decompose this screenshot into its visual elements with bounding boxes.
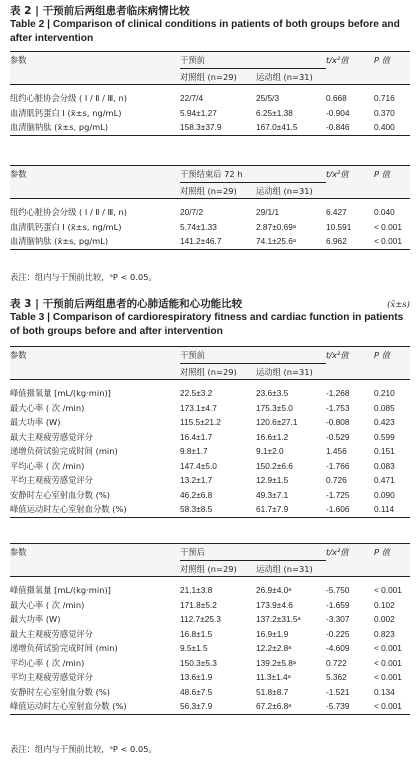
group-control-label: 对照组 (n=29) bbox=[180, 69, 256, 85]
group-header-row bbox=[10, 561, 410, 577]
control-value: 171.8±5.2 bbox=[180, 599, 217, 610]
control-value: 173.1±4.7 bbox=[180, 402, 217, 413]
p-value: < 0.001 bbox=[374, 672, 402, 683]
control-value: 22/7/4 bbox=[180, 93, 204, 104]
p-value: 0.823 bbox=[374, 628, 395, 639]
t-value: -1.521 bbox=[326, 686, 350, 697]
t-value: -5.750 bbox=[326, 585, 350, 596]
row-label: 最大主观疲劳感觉评分 bbox=[10, 431, 93, 442]
column-header-param: 参数 bbox=[10, 166, 180, 183]
table-row bbox=[10, 430, 410, 445]
p-value: 0.400 bbox=[374, 120, 410, 135]
t-value: -1.606 bbox=[326, 502, 374, 517]
control-value: 46.2±6.8 bbox=[180, 489, 213, 500]
p-value: < 0.001 bbox=[374, 699, 410, 714]
t-value: -3.307 bbox=[326, 614, 350, 625]
t-value: -5.739 bbox=[326, 699, 374, 714]
t-value: -1.268 bbox=[326, 388, 350, 399]
p-value: < 0.001 bbox=[374, 234, 410, 249]
exercise-value: 11.3±1.4ᵃ bbox=[256, 672, 291, 683]
t-value: 0.726 bbox=[326, 475, 347, 486]
p-value: 0.716 bbox=[374, 93, 395, 104]
control-value: 48.6±7.5 bbox=[180, 686, 213, 697]
exercise-value: 167.0±41.5 bbox=[256, 120, 326, 135]
row-label: 平均主观疲劳感觉评分 bbox=[10, 475, 93, 486]
exercise-value: 23.6±3.5 bbox=[256, 388, 289, 399]
row-label: 血清脑钠肽 (x̄±s, pg/mL) bbox=[10, 120, 180, 135]
column-header-period: 干预前 bbox=[180, 52, 326, 69]
group-control-label: 对照组 (n=29) bbox=[180, 561, 256, 577]
group-header-row bbox=[10, 69, 410, 85]
p-value: 0.083 bbox=[374, 460, 395, 471]
table-row bbox=[10, 641, 410, 656]
table-row bbox=[10, 386, 410, 401]
row-label: 平均心率 ( 次 /min) bbox=[10, 460, 85, 471]
table-row bbox=[10, 205, 410, 220]
column-header-param: 参数 bbox=[10, 52, 180, 69]
control-value: 56.3±7.9 bbox=[180, 699, 256, 714]
control-value: 141.2±46.7 bbox=[180, 234, 256, 249]
row-label: 纽约心脏协会分级 ( Ⅰ / Ⅱ / Ⅲ, n) bbox=[10, 93, 128, 104]
p-value: 0.002 bbox=[374, 614, 395, 625]
t-value: -1.766 bbox=[326, 460, 350, 471]
row-label: 最大主观疲劳感觉评分 bbox=[10, 628, 93, 639]
t-value: 1.456 bbox=[326, 446, 347, 457]
column-header-param: 参数 bbox=[10, 544, 180, 561]
control-value: 150.3±5.3 bbox=[180, 657, 217, 668]
p-value: 0.151 bbox=[374, 446, 395, 457]
control-value: 147.4±5.0 bbox=[180, 460, 217, 471]
column-header-t: t/x²值 bbox=[326, 544, 374, 561]
p-value: 0.599 bbox=[374, 431, 395, 442]
table-row bbox=[10, 106, 410, 121]
group-control-label: 对照组 (n=29) bbox=[180, 183, 256, 199]
t-value: 6.427 bbox=[326, 207, 347, 218]
group-header-row bbox=[10, 183, 410, 199]
header-row bbox=[10, 166, 410, 183]
exercise-value: 120.6±27.1 bbox=[256, 417, 298, 428]
header-row bbox=[10, 347, 410, 364]
exercise-value: 150.2±6.6 bbox=[256, 460, 293, 471]
group-exercise-label: 运动组 (n=31) bbox=[256, 69, 326, 85]
control-value: 13.6±1.9 bbox=[180, 672, 213, 683]
column-header-param: 参数 bbox=[10, 347, 180, 364]
column-header-t: t/x²值 bbox=[326, 347, 374, 364]
exercise-value: 29/1/1 bbox=[256, 207, 280, 218]
header-row bbox=[10, 544, 410, 561]
p-value: 0.134 bbox=[374, 686, 395, 697]
t-value: -0.904 bbox=[326, 107, 350, 118]
row-label: 峰值摄氧量 [mL/(kg·min)] bbox=[10, 585, 111, 596]
table-row bbox=[10, 656, 410, 671]
p-value: 0.370 bbox=[374, 107, 395, 118]
p-value: 0.471 bbox=[374, 475, 395, 486]
t-value: 10.591 bbox=[326, 221, 352, 232]
table-2-title-en: Table 2 | Comparison of clinical conditions in patients of both groups before and after intervention bbox=[10, 19, 400, 44]
control-value: 20/7/2 bbox=[180, 207, 204, 218]
p-value: 0.085 bbox=[374, 402, 395, 413]
column-header-t: t/x²值 bbox=[326, 166, 374, 183]
control-value: 5.94±1.27 bbox=[180, 107, 217, 118]
exercise-value: 67.2±6.8ᵃ bbox=[256, 699, 326, 714]
row-label: 平均心率 ( 次 /min) bbox=[10, 657, 85, 668]
header-row bbox=[10, 52, 410, 69]
p-value: 0.423 bbox=[374, 417, 395, 428]
control-value: 9.8±1.7 bbox=[180, 446, 208, 457]
row-label: 递增负荷试验完成时间 (min) bbox=[10, 446, 118, 457]
row-label: 血清脑钠肽 (x̄±s, pg/mL) bbox=[10, 234, 180, 249]
p-value: < 0.001 bbox=[374, 221, 402, 232]
exercise-value: 6.25±1.38 bbox=[256, 107, 293, 118]
exercise-value: 137.2±31.5ᵃ bbox=[256, 614, 301, 625]
control-value: 21.1±3.8 bbox=[180, 585, 213, 596]
table-row bbox=[10, 473, 410, 488]
control-value: 22.5±3.2 bbox=[180, 388, 213, 399]
table-3-title-en: Table 3 | Comparison of cardiorespiratory fitness and cardiac function in patients of both groups before and after intervention bbox=[10, 312, 404, 337]
control-value: 9.5±1.5 bbox=[180, 643, 208, 654]
row-label: 最大功率 (W) bbox=[10, 614, 61, 625]
exercise-value: 74.1±25.6ᵃ bbox=[256, 234, 326, 249]
t-value: -1.753 bbox=[326, 402, 350, 413]
p-value: < 0.001 bbox=[374, 643, 402, 654]
exercise-value: 16.9±1.9 bbox=[256, 628, 289, 639]
table-row bbox=[10, 627, 410, 642]
row-label: 平均主观疲劳感觉评分 bbox=[10, 672, 93, 683]
table-row bbox=[10, 220, 410, 235]
t-value: -0.846 bbox=[326, 120, 374, 135]
group-exercise-label: 运动组 (n=31) bbox=[256, 561, 326, 577]
row-label: 血清肌钙蛋白 Ⅰ (x̄±s, ng/mL) bbox=[10, 107, 122, 118]
table-row bbox=[10, 583, 410, 598]
t-value: 0.722 bbox=[326, 657, 347, 668]
exercise-value: 16.6±1.2 bbox=[256, 431, 289, 442]
table-3 bbox=[10, 346, 410, 518]
row-label: 血清肌钙蛋白 Ⅰ (x̄±s, ng/mL) bbox=[10, 221, 122, 232]
row-label: 最大功率 (W) bbox=[10, 417, 61, 428]
t-value: 0.668 bbox=[326, 93, 347, 104]
table-row bbox=[10, 120, 410, 135]
group-control-label: 对照组 (n=29) bbox=[180, 364, 256, 380]
exercise-value: 26.9±4.0ᵃ bbox=[256, 585, 292, 596]
control-value: 13.2±1.7 bbox=[180, 475, 213, 486]
table-3-section-2 bbox=[10, 543, 410, 715]
row-label: 纽约心脏协会分级 ( Ⅰ / Ⅱ / Ⅲ, n) bbox=[10, 207, 128, 218]
p-value: 0.090 bbox=[374, 489, 395, 500]
control-value: 16.8±1.5 bbox=[180, 628, 213, 639]
table-row bbox=[10, 459, 410, 474]
control-value: 58.3±8.5 bbox=[180, 502, 256, 517]
column-header-p: P 值 bbox=[374, 166, 410, 183]
control-value: 115.5±21.2 bbox=[180, 417, 221, 428]
exercise-value: 9.1±2.0 bbox=[256, 446, 284, 457]
table-2 bbox=[10, 51, 410, 136]
t-value: -0.529 bbox=[326, 431, 350, 442]
table-row bbox=[10, 488, 410, 503]
column-header-p: P 值 bbox=[374, 544, 410, 561]
t-value: -1.725 bbox=[326, 489, 350, 500]
table-row bbox=[10, 234, 410, 249]
group-header-row bbox=[10, 364, 410, 380]
row-label: 最大心率 ( 次 /min) bbox=[10, 599, 85, 610]
p-value: < 0.001 bbox=[374, 657, 402, 668]
control-value: 158.3±37.9 bbox=[180, 120, 256, 135]
row-label: 安静时左心室射血分数 (%) bbox=[10, 686, 110, 697]
table-row bbox=[10, 444, 410, 459]
table-row bbox=[10, 685, 410, 700]
table-3-note: 表注：组内与干预前比较，ᵃP < 0.05。 bbox=[10, 744, 157, 754]
exercise-value: 25/5/3 bbox=[256, 93, 280, 104]
column-header-p: P 值 bbox=[374, 347, 410, 364]
table-3-caption bbox=[10, 297, 410, 339]
control-value: 112.7±25.3 bbox=[180, 614, 221, 625]
row-label: 安静时左心室射血分数 (%) bbox=[10, 489, 110, 500]
exercise-value: 49.3±7.1 bbox=[256, 489, 289, 500]
control-value: 5.74±1.33 bbox=[180, 221, 217, 232]
row-label: 峰值运动时左心室射血分数 (%) bbox=[10, 699, 180, 714]
p-value: 0.114 bbox=[374, 502, 410, 517]
p-value: 0.102 bbox=[374, 599, 395, 610]
row-label: 最大心率 ( 次 /min) bbox=[10, 402, 85, 413]
table-row bbox=[10, 502, 410, 517]
table-row bbox=[10, 699, 410, 714]
table-row bbox=[10, 598, 410, 613]
row-label: 峰值运动时左心室射血分数 (%) bbox=[10, 502, 180, 517]
column-header-p: P 值 bbox=[374, 52, 410, 69]
table-3-unit: (x̄±s) bbox=[387, 300, 410, 310]
table-3-title-cn: 表 3 | 干预前后两组患者的心肺适能和心功能比较 bbox=[10, 298, 243, 310]
table-2-note: 表注：组内与干预前比较，ᵃP < 0.05。 bbox=[10, 272, 157, 282]
t-value: -1.659 bbox=[326, 599, 350, 610]
exercise-value: 175.3±5.0 bbox=[256, 402, 293, 413]
column-header-period: 干预前 bbox=[180, 347, 326, 364]
group-exercise-label: 运动组 (n=31) bbox=[256, 183, 326, 199]
table-row bbox=[10, 401, 410, 416]
t-value: 6.962 bbox=[326, 234, 374, 249]
table-row bbox=[10, 670, 410, 685]
exercise-value: 173.9±4.6 bbox=[256, 599, 293, 610]
exercise-value: 2.87±0.69ᵃ bbox=[256, 221, 296, 232]
column-header-period: 干预后 bbox=[180, 544, 326, 561]
row-label: 峰值摄氧量 [mL/(kg·min)] bbox=[10, 388, 111, 399]
t-value: 5.362 bbox=[326, 672, 347, 683]
row-label: 递增负荷试验完成时间 (min) bbox=[10, 643, 118, 654]
table-row bbox=[10, 612, 410, 627]
p-value: 0.040 bbox=[374, 207, 395, 218]
group-exercise-label: 运动组 (n=31) bbox=[256, 364, 326, 380]
column-header-period: 干预结束后 72 h bbox=[180, 166, 326, 183]
exercise-value: 51.8±8.7 bbox=[256, 686, 289, 697]
table-row bbox=[10, 91, 410, 106]
column-header-t: t/x²值 bbox=[326, 52, 374, 69]
table-2-caption bbox=[10, 4, 410, 46]
p-value: 0.210 bbox=[374, 388, 395, 399]
p-value: < 0.001 bbox=[374, 585, 402, 596]
exercise-value: 139.2±5.8ᵃ bbox=[256, 657, 296, 668]
table-2-section-2 bbox=[10, 165, 410, 250]
table-2-title-cn: 表 2 | 干预前后两组患者临床病情比较 bbox=[10, 5, 190, 17]
table-row bbox=[10, 415, 410, 430]
exercise-value: 12.2±2.8ᵃ bbox=[256, 643, 292, 654]
t-value: -0.808 bbox=[326, 417, 350, 428]
exercise-value: 61.7±7.9 bbox=[256, 502, 326, 517]
t-value: -0.225 bbox=[326, 628, 350, 639]
exercise-value: 12.9±1.5 bbox=[256, 475, 289, 486]
t-value: -4.609 bbox=[326, 643, 350, 654]
control-value: 16.4±1.7 bbox=[180, 431, 213, 442]
